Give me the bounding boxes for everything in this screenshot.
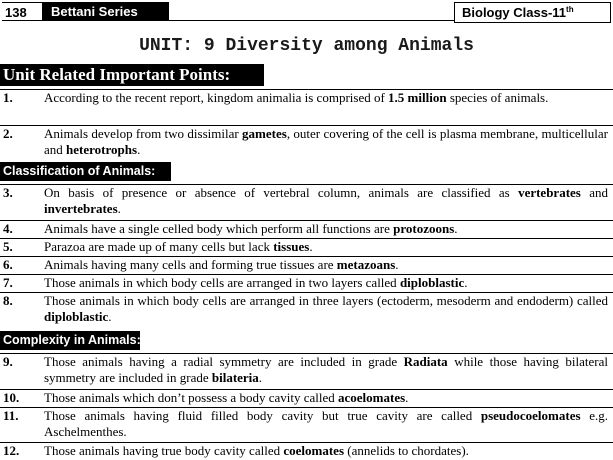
text-run: , outer covering of the cell is plasma membrane, multicellular and [44, 126, 608, 157]
bold-term: acoelomates [338, 390, 406, 405]
item-text [44, 239, 608, 255]
item-number: 10. [3, 390, 20, 405]
item-separator [0, 292, 613, 293]
item-separator [0, 125, 613, 126]
text-run: Animals have a single celled body which perform all functions are [44, 221, 394, 236]
text-run: . [258, 369, 263, 385]
item-number: 9. [3, 354, 13, 369]
bold-term: diploblastic [399, 275, 465, 290]
item-separator [0, 89, 613, 90]
item-number: 3. [3, 185, 13, 200]
item-text [44, 90, 608, 106]
item-number: 7. [3, 275, 13, 290]
item-number: 6. [3, 257, 13, 272]
item-text [44, 293, 608, 324]
text-run: . [405, 390, 409, 405]
bold-term: bilateria [211, 369, 259, 385]
item-text [44, 275, 608, 291]
text-run: Animals having many cells and forming true tissues are [44, 257, 337, 272]
text-run: and [580, 185, 608, 200]
text-run: . [117, 200, 121, 216]
bold-term: pseudocoelomates [480, 408, 581, 423]
text-run: Those animals having a radial symmetry are included in grade [44, 354, 404, 369]
item-separator [0, 184, 613, 185]
item-number: 5. [3, 239, 13, 254]
text-run: . [395, 257, 399, 272]
bold-term: gametes [242, 126, 287, 141]
item-separator [0, 256, 613, 257]
item-text [44, 443, 608, 459]
bold-term: protozoons [393, 221, 455, 236]
bold-term: 1.5 million [388, 90, 447, 105]
text-run: while those having bilateral symmetry are included in grade [44, 354, 609, 385]
item-text [44, 257, 608, 273]
page-header [0, 0, 613, 24]
text-run: According to the recent report, kingdom animalia is comprised of [44, 90, 389, 105]
item-text [44, 408, 608, 439]
class-label-text: Biology Class-11 [462, 5, 567, 20]
bold-term: vertebrates [518, 185, 581, 200]
series-label: Bettani Series [42, 2, 169, 21]
text-run: . [309, 239, 313, 254]
text-run: Animals develop from two dissimilar [44, 126, 243, 141]
text-run: Those animals having true body cavity called [44, 443, 284, 458]
item-number: 4. [3, 221, 13, 236]
bold-term: heterotrophs [66, 141, 138, 157]
page-number: 138 [2, 2, 42, 21]
text-run: (annelids to chordates). [344, 443, 469, 458]
item-number: 1. [3, 90, 13, 105]
item-separator [0, 389, 613, 390]
text-run: . [108, 308, 112, 324]
bold-term: coelomates [283, 443, 344, 458]
class-label [454, 2, 611, 23]
bold-term: Radiata [403, 354, 448, 369]
item-text [44, 221, 608, 237]
bold-term: tissues [273, 239, 310, 254]
bold-term: diploblastic [44, 308, 109, 324]
text-run: . [454, 221, 458, 236]
item-separator [0, 238, 613, 239]
class-label-suffix: th [566, 5, 574, 14]
item-separator [0, 220, 613, 221]
item-number: 11. [3, 408, 19, 423]
section-heading-important-points: Unit Related Important Points: [0, 64, 264, 86]
item-text [44, 354, 608, 385]
item-text [44, 185, 608, 216]
item-number: 8. [3, 293, 13, 308]
item-separator [0, 353, 613, 354]
text-run: Parazoa are made up of many cells but lack [44, 239, 274, 254]
text-run: Those animals in which body cells are arranged in three layers (ectoderm, mesoderm and endoderm) called [44, 293, 608, 308]
item-separator [0, 274, 613, 275]
bold-term: invertebrates [44, 200, 118, 216]
header-rule [169, 20, 454, 21]
section-heading-classification: Classification of Animals: [0, 162, 171, 181]
section-heading-complexity: Complexity in Animals: [0, 331, 140, 350]
unit-title: UNIT: 9 Diversity among Animals [139, 36, 474, 56]
item-number: 12. [3, 443, 20, 458]
item-separator [0, 407, 613, 408]
text-run: . [464, 275, 468, 290]
item-number: 2. [3, 126, 13, 141]
text-run: . [137, 141, 141, 157]
text-run: Those animals which don’t possess a body cavity called [44, 390, 339, 405]
bold-term: metazoans [336, 257, 396, 272]
text-run: Those animals having fluid filled body cavity but true cavity are called [44, 408, 481, 423]
item-text [44, 390, 608, 406]
text-run: On basis of presence or absence of vertebral column, animals are classified as [44, 185, 519, 200]
text-run: e.g. Aschelmenthes. [44, 408, 608, 439]
item-text [44, 126, 608, 157]
text-run: Those animals in which body cells are arranged in two layers called [44, 275, 400, 290]
text-run: species of animals. [446, 90, 549, 105]
item-separator [0, 442, 613, 443]
